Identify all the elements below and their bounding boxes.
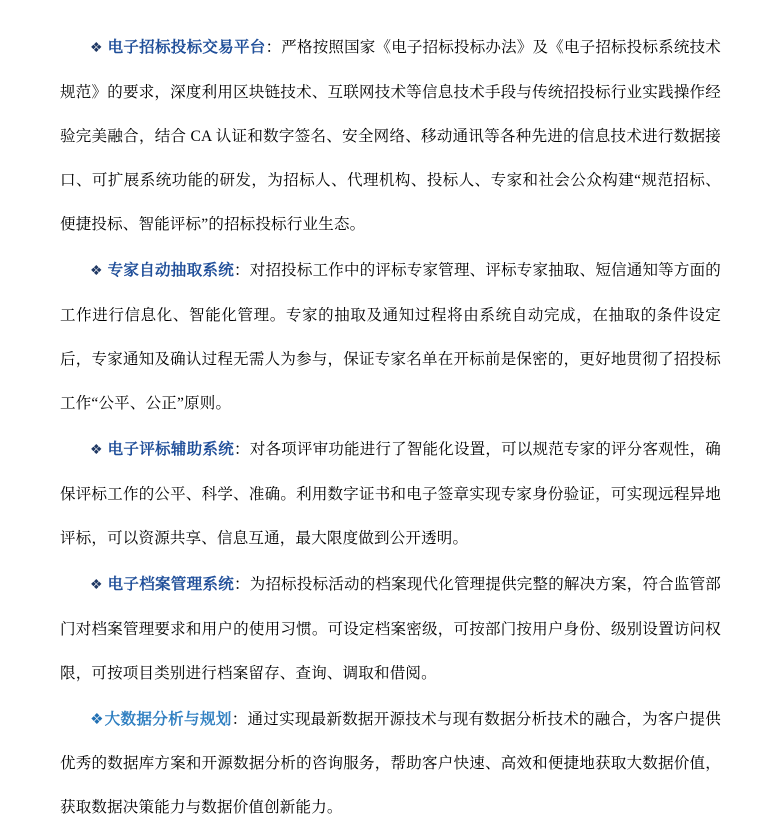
paragraph-expert-extraction xyxy=(60,249,721,426)
heading-separator: ： xyxy=(234,441,250,458)
heading-separator: ： xyxy=(234,576,250,593)
paragraph-heading: 电子招标投标交易平台 xyxy=(107,39,266,56)
diamond-bullet-icon: ❖ xyxy=(90,712,104,728)
diamond-bullet-icon: ❖ xyxy=(90,443,103,458)
paragraph-platform xyxy=(60,26,721,247)
heading-separator: ： xyxy=(265,39,282,56)
paragraph-heading: 大数据分析与规划 xyxy=(104,711,232,728)
paragraph-body: 严格按照国家《电子招标投标办法》及《电子招标投标系统技术规范》的要求，深度利用区块链技术、互联网技术等信息技术手段与传统招投标行业实践操作经验完美融合，结合 CA 认证和数字签名、安全网络、移动通讯等各种先进的信息技术进行数据接口、可扩展系统功能的研发，为招标人、代理机构、投标人、专家和社会公众构建“规范招标、便捷投标、智能评标”的招标投标行业生态。 xyxy=(60,39,721,233)
paragraph-body: 为招标投标活动的档案现代化管理提供完整的解决方案，符合监管部门对档案管理要求和用户的使用习惯。可设定档案密级，可按部门按用户身份、级别设置访问权限，可按项目类别进行档案留存、查询、调取和借阅。 xyxy=(60,576,721,682)
paragraph-archive-management xyxy=(60,563,721,696)
heading-separator: ： xyxy=(234,262,250,279)
paragraph-heading: 电子档案管理系统 xyxy=(107,576,235,593)
diamond-bullet-icon: ❖ xyxy=(90,578,103,593)
paragraph-body: 通过实现最新数据开源技术与现有数据分析技术的融合，为客户提供优秀的数据库方案和开源数据分析的咨询服务，帮助客户快速、高效和便捷地获取大数据价值，获取数据决策能力与数据价值创新能力。 xyxy=(60,711,721,816)
paragraph-bigdata-analysis xyxy=(60,698,721,830)
paragraph-heading: 专家自动抽取系统 xyxy=(107,262,235,279)
paragraph-heading: 电子评标辅助系统 xyxy=(107,441,235,458)
heading-separator: ： xyxy=(231,711,248,728)
paragraph-body: 对各项评审功能进行了智能化设置，可以规范专家的评分客观性，确保评标工作的公平、科学、准确。利用数字证书和电子签章实现专家身份验证，可实现远程异地评标，可以资源共享、信息互通，最大限度做到公开透明。 xyxy=(60,441,721,547)
paragraph-body: 对招投标工作中的评标专家管理、评标专家抽取、短信通知等方面的工作进行信息化、智能化管理。专家的抽取及通知过程将由系统自动完成，在抽取的条件设定后，专家通知及确认过程无需人为参与，保证专家名单在开标前是保密的，更好地贯彻了招投标工作“公平、公正”原则。 xyxy=(60,262,721,412)
paragraph-evaluation-assist xyxy=(60,428,721,561)
diamond-bullet-icon: ❖ xyxy=(90,264,103,279)
diamond-bullet-icon: ❖ xyxy=(90,41,103,56)
